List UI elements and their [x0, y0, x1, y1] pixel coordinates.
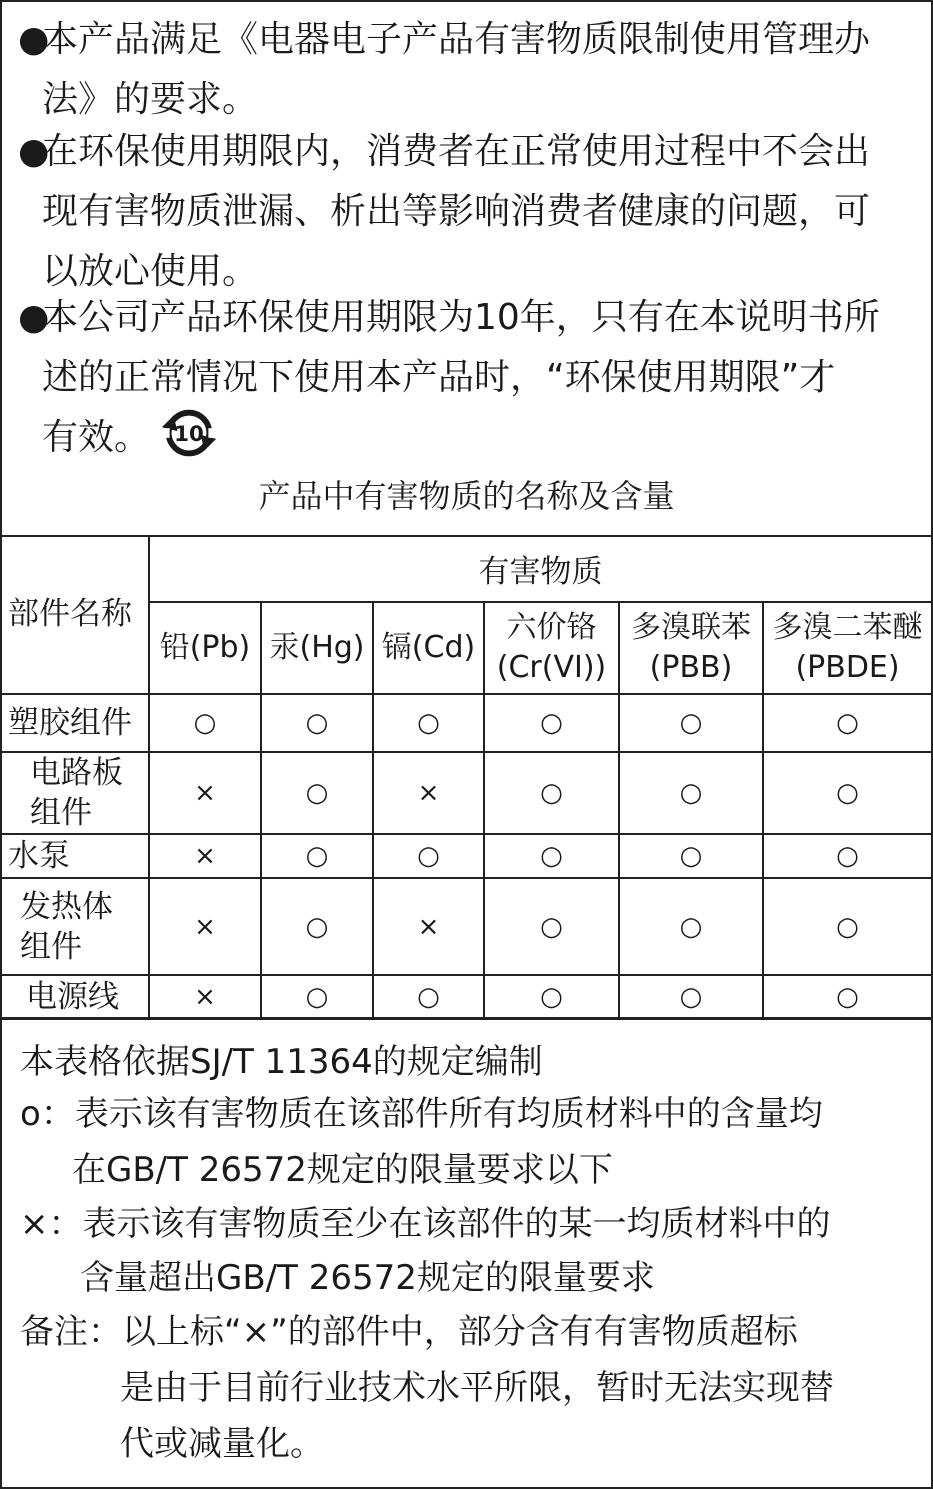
- table-row: [2, 834, 931, 878]
- statement-line: 本产品满足《电器电子产品有害物质限制使用管理办: [42, 19, 871, 60]
- statement-line: 现有害物质泄漏、析出等影响消费者健康的问题，可: [42, 191, 871, 232]
- cross-note: [20, 1195, 831, 1253]
- part-name-line: 电源线: [26, 979, 119, 1015]
- substance-mark: ○: [763, 834, 931, 878]
- table-row: [2, 752, 931, 834]
- remark-label: 备注：: [20, 1312, 122, 1352]
- statement-line: 述的正常情况下使用本产品时，“环保使用期限”才: [42, 357, 836, 398]
- remark-text: 以上标“×”的部件中，部分含有有害物质超标: [122, 1312, 798, 1352]
- substance-mark: ○: [484, 834, 619, 878]
- header-line: 多溴二苯醚: [772, 610, 923, 645]
- statement-line: [18, 408, 918, 470]
- declaration-statements: [2, 2, 931, 537]
- bullet-dot: ●: [18, 131, 50, 172]
- cross-note-text: ：表示该有害物质至少在该部件的某一均质材料中的: [48, 1204, 831, 1244]
- substance-header-pbde: [763, 602, 931, 694]
- hazardous-substance-table: [2, 535, 931, 1020]
- substance-mark: ×: [373, 752, 484, 834]
- table-row: [2, 694, 931, 752]
- substance-mark: ○: [373, 694, 484, 752]
- bullet-statement: [18, 10, 918, 130]
- header-line: 六价铬: [506, 610, 597, 645]
- substance-mark: ○: [484, 694, 619, 752]
- substance-mark: ○: [619, 878, 763, 975]
- header-line: (Cr(VI)): [496, 650, 607, 685]
- substance-mark: ○: [373, 834, 484, 878]
- bullet-statement: [18, 122, 918, 302]
- table-notes: [2, 1017, 931, 1489]
- table-caption: 产品中有害物质的名称及含量: [258, 477, 675, 515]
- epup-10-label: 10: [174, 421, 204, 447]
- header-line: (PBB): [649, 650, 733, 685]
- circle-note: [20, 1085, 823, 1143]
- statement-line: 本公司产品环保使用期限为10年，只有在本说明书所: [42, 297, 880, 338]
- remark-note-continued: 是由于目前行业技术水平所限，暂时无法实现替: [120, 1368, 834, 1408]
- substance-mark: ○: [619, 834, 763, 878]
- substance-mark: ○: [484, 878, 619, 975]
- substance-mark: ○: [261, 975, 373, 1019]
- part-name-line: 发热体: [20, 888, 113, 925]
- substance-mark: ×: [373, 878, 484, 975]
- substance-mark: ○: [619, 752, 763, 834]
- part-name-line: 组件: [20, 928, 82, 965]
- statement-text: 有效。: [42, 417, 151, 458]
- statement-line: 在环保使用期限内，消费者在正常使用过程中不会出: [42, 131, 871, 172]
- bullet-dot: ●: [18, 19, 50, 60]
- substance-mark: ×: [149, 834, 261, 878]
- substance-mark: ○: [619, 975, 763, 1019]
- part-name-header: 部件名称: [2, 535, 149, 694]
- epup-10-year-icon: [158, 402, 220, 464]
- part-name-line: 组件: [30, 795, 92, 831]
- bullet-dot: ●: [18, 297, 50, 338]
- header-line: 铅(Pb): [159, 630, 251, 665]
- substance-mark: ×: [149, 878, 261, 975]
- substance-header-chromium: [484, 602, 619, 694]
- substance-mark: ○: [763, 694, 931, 752]
- table-row: [2, 975, 931, 1019]
- circle-note-continued: 在GB/T 26572规定的限量要求以下: [72, 1150, 613, 1190]
- remark-note-continued: 代或减量化。: [120, 1424, 324, 1464]
- statement-line: 法》的要求。: [42, 79, 259, 120]
- part-name-cell: [2, 694, 149, 752]
- part-name-line: 水泵: [8, 838, 70, 874]
- basis-note: 本表格依据SJ/T 11364的规定编制: [20, 1042, 543, 1082]
- cross-note-continued: 含量超出GB/T 26572规定的限量要求: [80, 1258, 655, 1298]
- part-name-cell: [2, 975, 149, 1019]
- part-name-cell: [2, 878, 149, 975]
- substance-mark: ○: [261, 834, 373, 878]
- remark-note: [20, 1303, 798, 1361]
- substance-mark: ○: [484, 752, 619, 834]
- substance-mark: ×: [149, 975, 261, 1019]
- substance-mark: ○: [261, 752, 373, 834]
- substance-mark: ○: [261, 694, 373, 752]
- substance-mark: ○: [763, 975, 931, 1019]
- circle-note-text: ：表示该有害物质在该部件所有均质材料中的含量均: [40, 1094, 823, 1134]
- statement-line: 以放心使用。: [42, 251, 259, 292]
- header-line: 汞(Hg): [269, 630, 365, 665]
- cross-symbol: ×: [20, 1204, 49, 1244]
- header-line: (PBDE): [795, 650, 900, 685]
- substance-header-lead: [149, 602, 261, 694]
- part-name-cell: [2, 834, 149, 878]
- substance-header-mercury: [261, 602, 373, 694]
- circle-symbol: o: [20, 1094, 41, 1134]
- substance-mark: ○: [484, 975, 619, 1019]
- substance-mark: ○: [261, 878, 373, 975]
- substance-mark: ×: [149, 752, 261, 834]
- table-row: [2, 878, 931, 975]
- header-line: 镉(Cd): [381, 630, 476, 665]
- substance-mark: ○: [619, 694, 763, 752]
- substance-mark: ○: [763, 878, 931, 975]
- hazardous-substance-header: 有害物质: [149, 535, 931, 602]
- part-name-line: 电路板: [30, 755, 123, 791]
- substance-header-cadmium: [373, 602, 484, 694]
- part-name-cell: [2, 752, 149, 834]
- substance-header-pbb: [619, 602, 763, 694]
- bullet-statement: [18, 288, 918, 470]
- part-name-line: 塑胶组件: [8, 705, 132, 741]
- substance-mark: ○: [763, 752, 931, 834]
- header-line: 多溴联苯: [631, 610, 751, 645]
- substance-mark: ○: [149, 694, 261, 752]
- substance-mark: ○: [373, 975, 484, 1019]
